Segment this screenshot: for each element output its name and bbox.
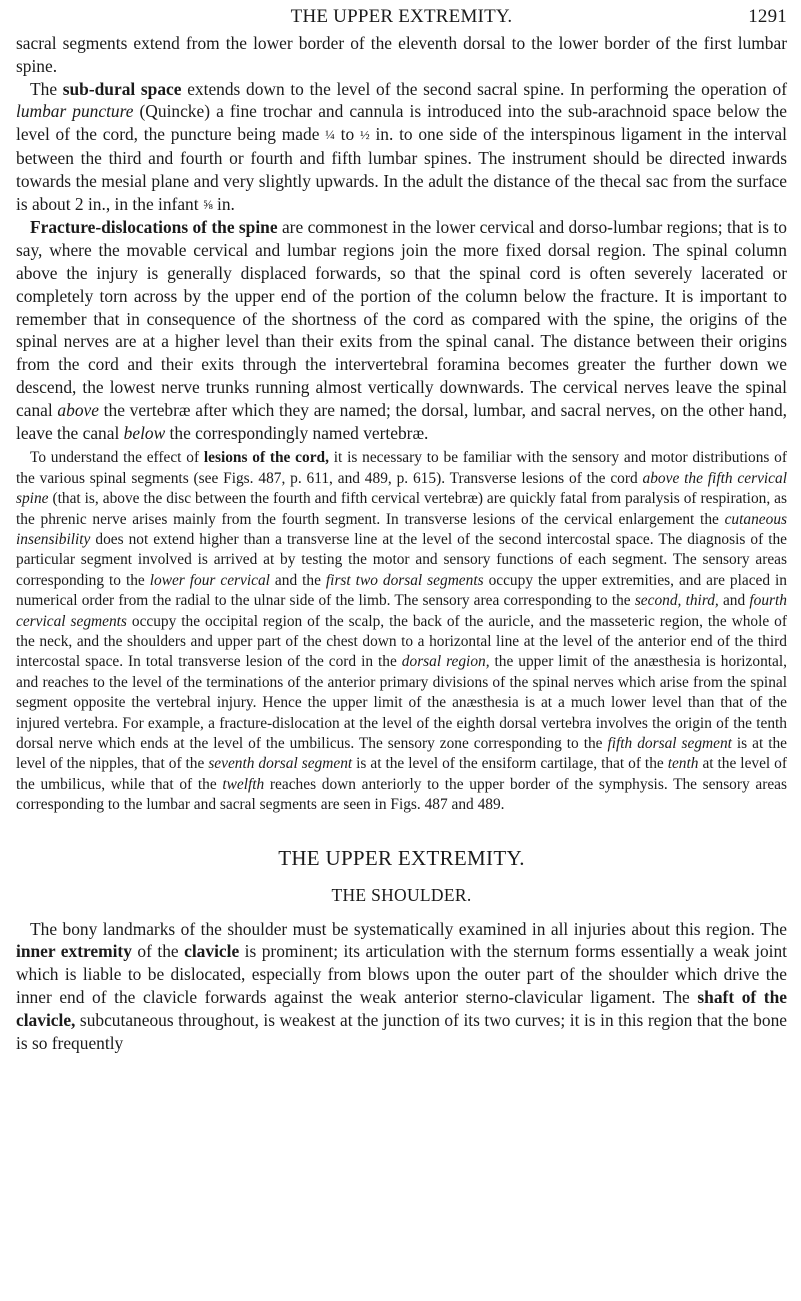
term-inner-extremity: inner extremity (16, 941, 132, 962)
paragraph-lesions-of-cord: To understand the effect of lesions of the cord, it is necessary to be familiar with the sensory and motor distributions of the various spinal segments (see Figs. 487, p. 611, and 489, p. 615). Transverse lesions of the cord above the fifth cervical spine (that is, above the disc between the fourth and fifth cervical vertebræ) are quickly fatal from paralysis of respiration, as the phrenic nerve arises mainly from the fourth segment. In transverse lesions of the cervical enlargement the cutaneous insensibility does not extend higher than a transverse line at the level of the second intercostal space. The diagnosis of the particular segment involved is arrived at by testing the motor and sensory functions of each segment. The sensory areas corresponding to the lower four cervical and the first two dorsal segments occupy the upper extremities, and are placed in numerical order from the radial to the ulnar side of the limb. The sensory area corresponding to the second, third, and fourth cervical segments occupy the occipital region of the scalp, the back of the auricle, and the masseteric region, the whole of the neck, and the shoulders and upper part of the chest down to a horizontal line at the level of the anterior end of the third intercostal space. In total transverse lesion of the cord in the dorsal region, the upper limit of the anæsthesia is horizontal, and reaches to the level of the terminations of the anterior primary divisions of the spinal nerves which arise from the spinal segment opposite the vertebral injury. Hence the upper limit of the anæsthesia is at a much lower level than that of the injured vertebra. For example, a fracture-dislocation at the level of the eighth dorsal vertebra involves the origin of the tenth dorsal nerve which ends at the level of the umbilicus. The sensory zone corresponding to the fifth dorsal segment is at the level of the nipples, that of the seventh dorsal segment is at the level of the ensiform cartilage, that of the tenth at the level of the umbilicus, while that of the twelfth reaches down anteriorly to the upper border of the symphysis. The sensory areas corresponding to the lumbar and sacral segments are seen in Figs. 487 and 489. (16, 449, 787, 814)
page-header (16, 2, 787, 32)
term-above: above (57, 399, 99, 420)
term-shaft-of-clavicle: shaft of the clavicle, (16, 987, 787, 1030)
term-sub-dural-space: sub-dural space (62, 78, 182, 99)
paragraph-fracture-dislocations: Fracture-dislocations of the spine are commonest in the lower cervical and dorso-lumbar regions; that is to say, where the movable cervical and lumbar regions join the more fixed dorsal region. The spinal column above the injury is generally displaced forwards, so that the spinal cord is often severely lacerated or completely torn across by the upper end of the portion of the column below the fracture. It is important to remember that in consequence of the shortness of the cord as compared with the spine, the origins of the spinal nerves are at a higher level than their exits from the spinal canal. The distance between their origins from the cord and their exits through the intervertebral foramina becomes greater the further down we descend, the lowest nerve trunks running almost vertically downwards. The cervical nerves leave the spinal canal above the vertebræ after which they are named; the dorsal, lumbar, and sacral nerves, on the other hand, leave the canal below the correspondingly named vertebræ. (16, 217, 788, 443)
subsection-title: THE SHOULDER. (331, 884, 472, 905)
book-page (16, 0, 787, 1054)
term-clavicle: clavicle (184, 941, 240, 962)
term-lumbar-puncture: lumbar puncture (16, 101, 134, 122)
fraction-half: ½ (359, 127, 370, 143)
fraction-five-eighths: ⅝ (202, 196, 213, 212)
paragraph-sub-dural-space: The sub-dural space extends down to the level of the second sacral spine. In performing the operation of lumbar puncture (Quincke) a fine trochar and cannula is introduced into the sub-arachnoid space below the level of the cord, the puncture being made ¼ to ½ in. to one side of the interspinous ligament in the interval between the third and fourth or fourth and fifth lumbar spines. The instrument should be directed inwards towards the mesial plane and very slightly upwards. In the adult the distance of the thecal sac from the surface is about 2 in., in the infant ⅝ in. (16, 78, 787, 214)
paragraph-shoulder: The bony landmarks of the shoulder must be systematically examined in all injuries about this region. The inner extremity of the clavicle is prominent; its articulation with the sternum forms essentially a weak joint which is liable to be dislocated, especially from blows upon the outer part of the shoulder which drive the inner end of the clavicle forwards against the weak anterior sterno-clavicular ligament. The shaft of the clavicle, subcutaneous throughout, is weakest at the junction of its two curves; it is in this region that the bone is so frequently (16, 918, 788, 1053)
page-number: 1291 (748, 6, 787, 27)
paragraph-sacral-segments: sacral segments extend from the lower border of the eleventh dorsal to the lower border of the first lumbar spine. (16, 33, 787, 76)
section-title: THE UPPER EXTREMITY. (278, 845, 525, 870)
term-fracture-dislocations: Fracture-dislocations of the spine (30, 217, 278, 238)
term-lesions-of-cord: lesions of the cord, (203, 449, 329, 467)
fraction-quarter: ¼ (325, 127, 335, 143)
running-title: THE UPPER EXTREMITY. (290, 6, 513, 27)
term-below: below (123, 422, 166, 443)
